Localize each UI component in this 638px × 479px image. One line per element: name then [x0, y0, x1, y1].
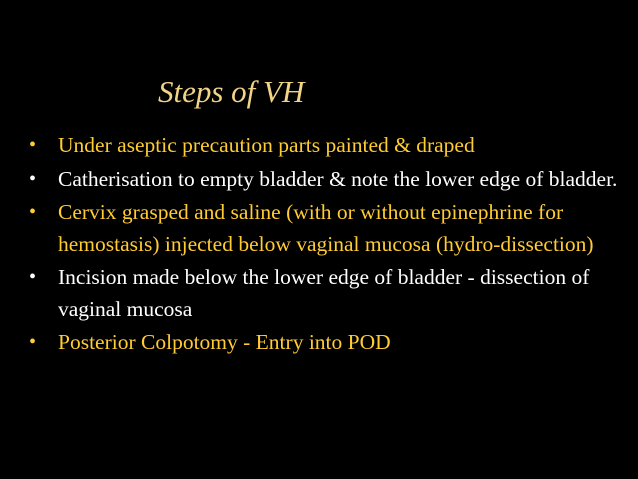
- bullet-marker-icon: •: [29, 134, 37, 156]
- bullet-marker-icon: •: [29, 331, 37, 353]
- bullet-marker-icon: •: [29, 201, 37, 223]
- bullet-item: [29, 164, 629, 196]
- bullet-item: [29, 197, 629, 260]
- bullet-text: Posterior Colpotomy - Entry into POD: [58, 330, 391, 354]
- bullet-item: [29, 262, 629, 325]
- bullet-text: Under aseptic precaution parts painted & draped: [58, 133, 475, 157]
- bullet-marker-icon: •: [29, 167, 37, 190]
- bullet-text: Catherisation to empty bladder & note the lower edge of bladder.: [58, 166, 618, 191]
- bullet-item: [29, 327, 629, 359]
- bullet-text: Incision made below the lower edge of bladder - dissection of vaginal mucosa: [58, 265, 590, 321]
- bullet-marker-icon: •: [29, 266, 37, 288]
- bullet-text: Cervix grasped and saline (with or without epinephrine for hemostasis) injected below vaginal mucosa (hydro-dissection): [58, 200, 594, 256]
- bullet-item: [29, 130, 629, 162]
- slide-title: Steps of VH: [158, 74, 305, 109]
- bullet-list: [29, 130, 629, 361]
